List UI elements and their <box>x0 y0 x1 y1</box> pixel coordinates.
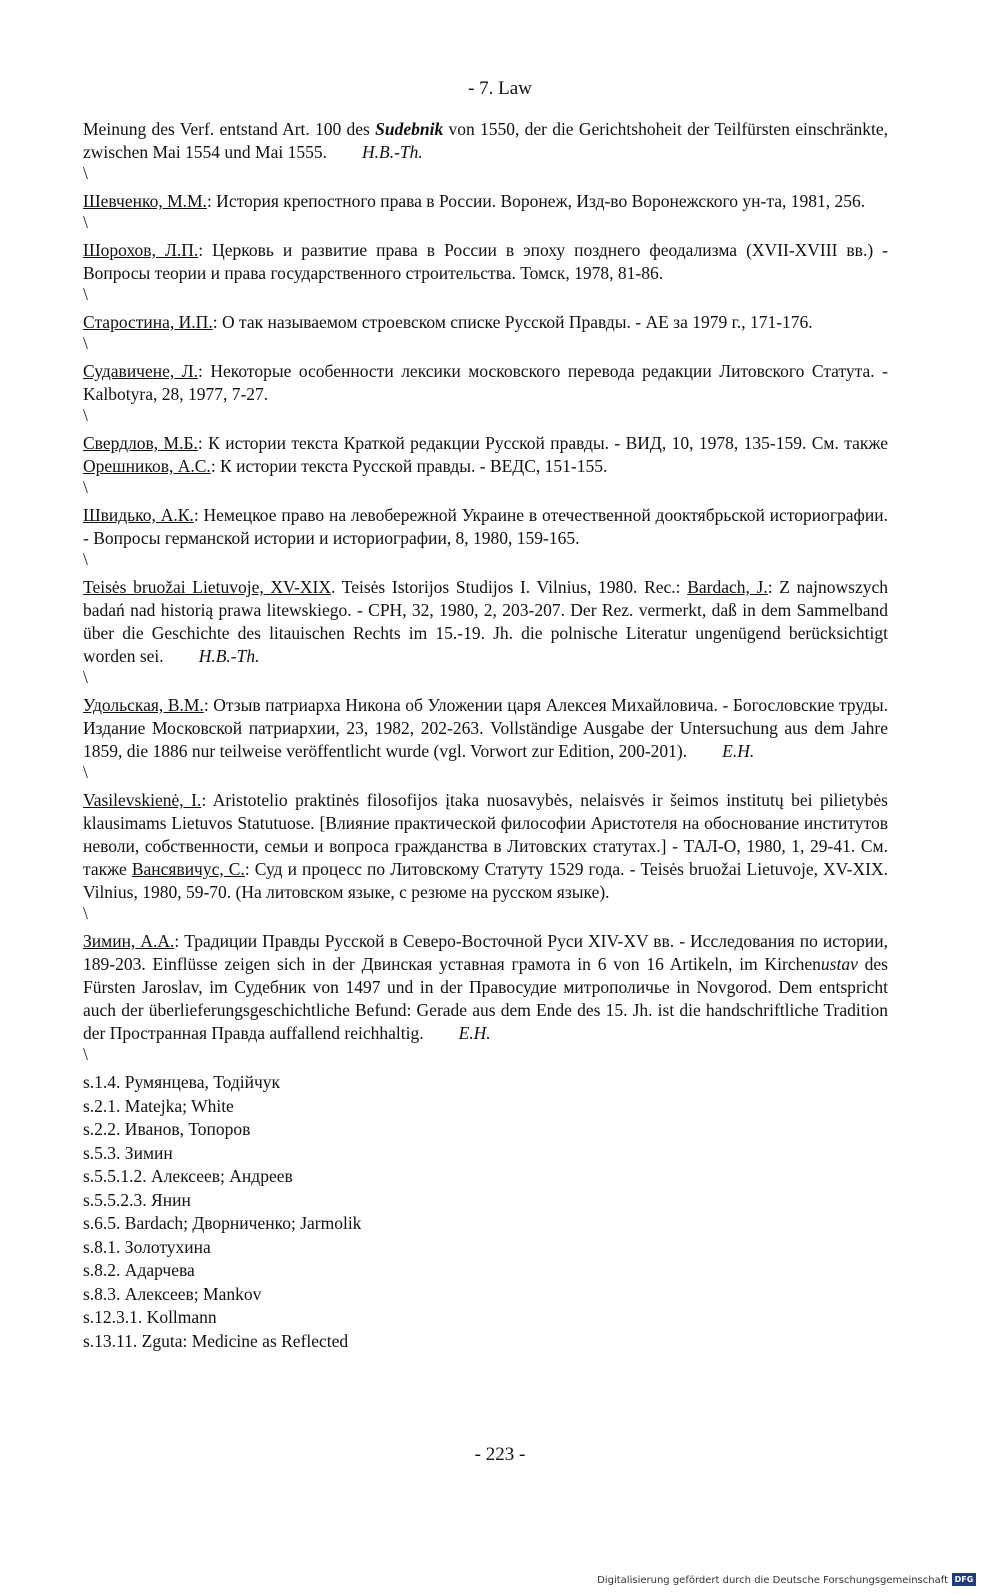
entry-separator: \ <box>83 762 88 782</box>
bibliography-entry: Шевченко, М.М.: История крепостного права в России. Воронеж, Изд-во Воронежского ун-та, 1981, 256. <box>83 191 866 211</box>
bibliography-entry: Швидько, А.К.: Немецкое право на левобережной Украине в отечественной доoктябрьской историографии. - Вопросы германской истории и историографии, 8, 1980, 159-165. <box>83 505 888 548</box>
entry-separator: \ <box>83 284 88 304</box>
entry-author: Старостина, И.П. <box>83 312 213 332</box>
entry-author: Швидько, А.К. <box>83 505 194 525</box>
entry-author-secondary: Орешников, А.С. <box>83 456 211 476</box>
entry-separator: \ <box>83 212 88 232</box>
italic-title: Sudebnik <box>375 119 444 139</box>
bibliography-entry: Teisės bruožai Lietuvoje, XV-XIX. Teisės Istorijos Studijos I. Vilnius, 1980. Rec.: Bardach, J.: Z najnowszych badań nad historią prawa litewskiego. - CPH, 32, 1980, 2, 203-207. Der Rez. vermerkt, daß in dem Sammelband über die Geschichte des litauischen Rechts im 15.-19. Jh. die polnische Literatur ungenügend berücksichtigt worden sei. H.B.-Th. <box>83 577 888 666</box>
reviewer-initials: E.H. <box>722 741 755 761</box>
entry-separator: \ <box>83 549 88 569</box>
bibliography-entry: Свердлов, М.Б.: К истории текста Краткой редакции Русской правды. - ВИД, 10, 1978, 135-159. См. также Орешников, А.С.: К истории текста Русской правды. - ВЕДС, 151-155. <box>83 433 888 476</box>
reviewer-initials: H.B.-Th. <box>362 142 423 162</box>
cross-reference-item: s.8.2. Адарчева <box>83 1260 195 1280</box>
entry-separator: \ <box>83 903 88 923</box>
bibliography-body <box>83 118 888 1353</box>
page-number: - 223 - <box>474 1444 526 1465</box>
reviewer-initials: H.B.-Th. <box>198 646 260 666</box>
cross-reference-item: s.2.2. Иванов, Топоров <box>83 1119 251 1139</box>
entry-author: Удольская, В.М. <box>83 695 204 715</box>
entry-separator: \ <box>83 405 88 425</box>
entry-separator: \ <box>83 667 88 687</box>
bibliography-entry: Vasilevskienė, I.: Aristotelio praktinės filosofijos įtaka nuosavybės, nelaisvės ir šeimos institutų bei pilietybės klausimams Lietuvos Statutuose. [Влияние практической философии Аристотеля на обоснование институтов неволи, собственности, семьи и вопроса гражданства в Литовских статутах.] - ТАЛ-О, 1980, 1, 29-41. См. также Вансявичус, С.: Суд и процесс по Литовскому Статуту 1529 года. - Teisės bruožai Lietuvoje, XV-XIX. Vilnius, 1980, 59-70. (На литовском языке, с резюме на русском языке). <box>83 790 888 902</box>
running-header: - 7. Law <box>468 78 532 99</box>
bibliography-entry: Meinung des Verf. entstand Art. 100 des Sudebnik von 1550, der die Gerichtshoheit der Teilfürsten einschränkte, zwischen Mai 1554 und Mai 1555. H.B.-Th. <box>83 119 889 162</box>
cross-reference-list <box>83 1071 888 1353</box>
bibliography-entry: Судавичене, Л.: Некоторые особенности лексики московского перевода редакции Литовского Статута. - Kalbotyra, 28, 1977, 7-27. <box>83 361 888 404</box>
bibliography-entry: Шорохов, Л.П.: Церковь и развитие права в России в эпоху позднего феодализма (XVII-XVIII вв.) - Вопросы теории и права государственного строительства. Томск, 1978, 81-86. <box>83 240 888 283</box>
digitization-credit: Digitalisierung gefördert durch die Deutsche Forschungsgemeinschaft <box>597 1575 948 1586</box>
cross-reference-item: s.8.1. Золотухина <box>83 1236 211 1257</box>
cross-reference-item: s.5.3. Зимин <box>83 1142 173 1163</box>
entry-author-secondary: Вансявичус, С. <box>131 859 245 879</box>
entry-author-secondary: Bardach, J. <box>687 577 768 597</box>
cross-reference-item: s.5.5.2.3. Янин <box>83 1189 191 1210</box>
cross-reference-item: s.2.1. Matejka; White <box>83 1095 234 1116</box>
reviewer-initials: E.H. <box>458 1023 491 1043</box>
entry-author: Шевченко, М.М. <box>83 191 207 211</box>
cross-reference-item: s.12.3.1. Kollmann <box>83 1307 217 1327</box>
entry-author: Свердлов, М.Б. <box>83 433 198 453</box>
italic-term: ustav <box>820 954 858 974</box>
entry-separator: \ <box>83 477 88 497</box>
cross-reference-item: s.13.11. Zguta: Medicine as Reflected <box>83 1330 349 1351</box>
entry-author: Судавичене, Л. <box>83 361 199 381</box>
entry-separator: \ <box>83 1044 88 1064</box>
cross-reference-item: s.6.5. Bardach; Дворниченко; Jarmolik <box>83 1213 362 1233</box>
cross-reference-item: s.1.4. Румянцева, Тодійчук <box>83 1072 281 1092</box>
entry-separator: \ <box>83 163 88 183</box>
entry-author: Teisės bruožai Lietuvoje, XV-XIX <box>83 577 331 597</box>
dfg-logo-icon: DFG <box>952 1573 976 1586</box>
entry-separator: \ <box>83 333 88 353</box>
bibliography-entry: Старостина, И.П.: О так называемом строевском списке Русской Правды. - АЕ за 1979 г., 171-176. <box>83 312 813 332</box>
entry-author: Зимин, А.А. <box>83 931 175 951</box>
entry-author: Vasilevskienė, I. <box>83 790 202 810</box>
cross-reference-item: s.8.3. Алексеев; Mankov <box>83 1283 262 1304</box>
cross-reference-item: s.5.5.1.2. Алексеев; Андреев <box>83 1166 293 1186</box>
bibliography-entry: Зимин, А.А.: Традиции Правды Русской в Северо-Восточной Руси XIV-XV вв. - Исследования по истории, 189-203. Einflüsse zeigen sich in der Двинская уставная грамота in 6 von 16 Artikeln, im Kirchenustav des Fürsten Jaroslav, im Судебник von 1497 und in der Правосудие митрополичье in Novgorod. Dem entspricht auch der überlieferungsgeschichtliche Befund: Gerade aus dem Ende des 15. Jh. ist die handschriftliche Tradition der Пространная Правда auffallend reichhaltig. E.H. <box>83 931 888 1043</box>
entry-author: Шорохов, Л.П. <box>83 240 199 260</box>
bibliography-entry: Удольская, В.М.: Отзыв патриарха Никона об Уложении царя Алексея Михайловича. - Богословские труды. Издание Московской патриархии, 23, 1982, 202-263. Vollständige Ausgabe der Untersuchung aus dem Jahre 1859, die 1886 nur teilweise veröffentlicht wurde (vgl. Vorwort zur Edition, 200-201). E.H. <box>83 695 888 761</box>
